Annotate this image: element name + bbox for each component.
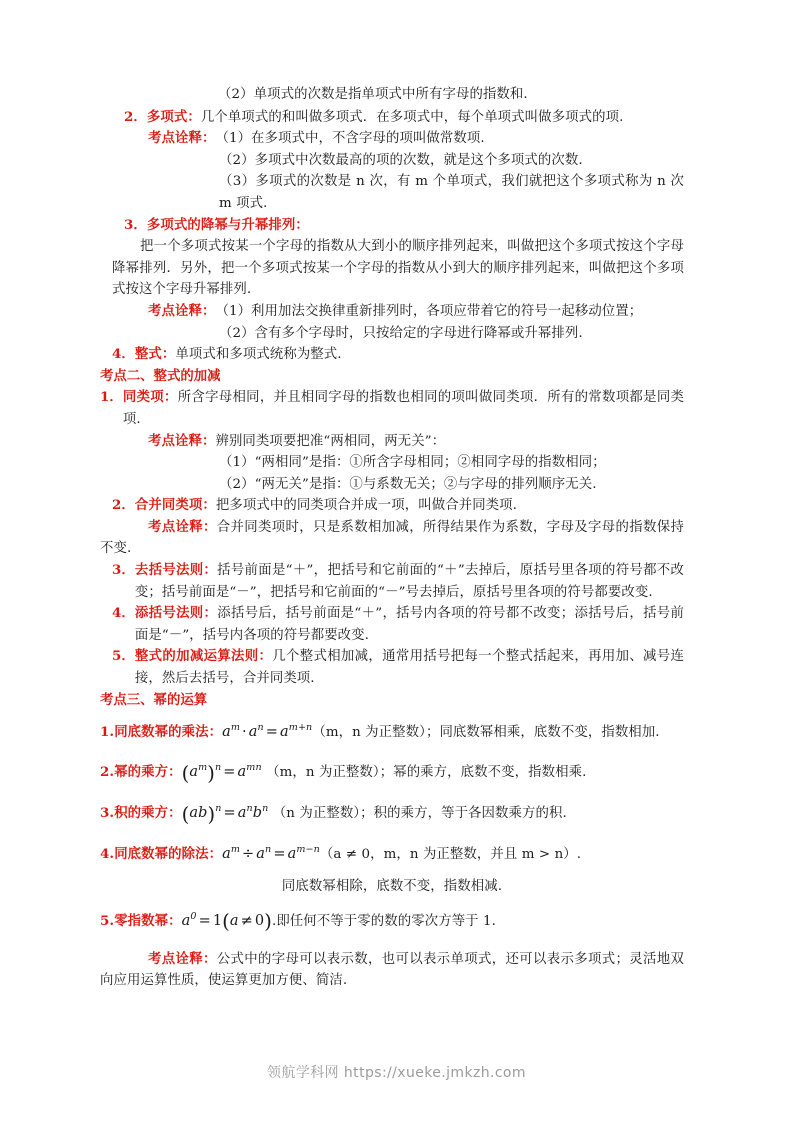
note-label: 考点诠释： bbox=[148, 432, 216, 449]
watermark-site-name: 领航学科网 bbox=[267, 1065, 340, 1081]
item-number: 2． bbox=[124, 108, 147, 125]
centered-text: 同底数幂相除，底数不变，指数相减. bbox=[281, 879, 503, 895]
section-heading-three bbox=[100, 690, 684, 712]
item-text: 几个整式相加减，通常用括号把每一个整式括起来，再用加、减号连接，然后去括号，合并同类项. bbox=[134, 649, 685, 687]
rule-text: 积的乘方，等于各因数乘方的积. bbox=[373, 806, 567, 822]
note-like-terms-item-2 bbox=[219, 474, 684, 496]
formula-power-of-product: $(ab)^n = a^nb^n$ bbox=[181, 802, 269, 826]
spacer bbox=[112, 746, 684, 749]
item-term: 同类项： bbox=[122, 389, 178, 406]
item-number: 2． bbox=[112, 497, 135, 514]
item-number: 5. bbox=[100, 912, 115, 929]
item-number: 1. bbox=[100, 724, 115, 741]
item-number: 2. bbox=[100, 764, 115, 781]
item-combine-like-terms bbox=[100, 495, 684, 517]
item-addition-subtraction-rule bbox=[100, 646, 684, 689]
item-number: 4． bbox=[112, 346, 135, 363]
item-text: 添括号后，括号前面是“＋”，括号内各项的符号都不改变；添括号后，括号前面是“－”，括号内各项的符号都要改变. bbox=[134, 606, 684, 643]
item-term: 合并同类项： bbox=[134, 497, 216, 514]
item-number: 4． bbox=[112, 605, 135, 622]
item-number: 4. bbox=[100, 846, 115, 863]
formula-same-base-multiplication: $a^m \cdot a^n = a^{m+n}$ bbox=[222, 722, 313, 741]
formula-condition: . bbox=[271, 913, 277, 929]
note-combine-like-terms bbox=[100, 517, 684, 560]
note-label: 考点诠释： bbox=[148, 302, 216, 319]
note-label: 考点诠释： bbox=[148, 130, 216, 147]
item-remove-brackets bbox=[100, 560, 684, 603]
note-formula-usage bbox=[100, 949, 684, 992]
note-item-2: （2）含有多个字母时，只按给定的字母进行降幂或升幂排列. bbox=[219, 325, 583, 341]
section-heading-text: 考点三、幂的运算 bbox=[100, 691, 208, 708]
rule-zero-exponent bbox=[100, 908, 684, 935]
item-term: 幂的乘方： bbox=[114, 764, 182, 781]
note-text: 公式中的字母可以表示数，也可以表示单项式，还可以表示多项式；灵活地双向应用运算性质，使运算更加方便、简洁. bbox=[100, 951, 684, 989]
item-number: 1． bbox=[100, 389, 123, 406]
item-term: 积的乘方： bbox=[114, 805, 182, 822]
item-text: 把多项式中的同类项合并成一项，叫做合并同类项. bbox=[215, 498, 518, 514]
rule-text: 即任何不等于零的数的零次方等于 1. bbox=[276, 913, 497, 929]
item-add-brackets bbox=[100, 603, 684, 646]
formula-condition: （m，n 为正整数）； bbox=[266, 765, 394, 781]
formula-condition: （a ≠ 0，m，n 为正整数，并且 m > n）. bbox=[319, 847, 582, 863]
note-item-3: （3）多项式的次数是 n 次，有 m 个单项式，我们就把这个多项式称为 n 次 m 项式. bbox=[219, 174, 684, 211]
note-item-1: （1）在多项式中，不含字母的项叫做常数项. bbox=[215, 131, 485, 147]
rule-power-of-power bbox=[100, 759, 684, 786]
note-polynomial-item-3 bbox=[219, 171, 684, 214]
note-polynomial bbox=[148, 128, 684, 150]
note-item-2: （2）多项式中次数最高的项的次数，就是这个多项式的次数. bbox=[219, 152, 583, 168]
formula-same-base-division: $a^m \div a^n = a^{m-n}$ bbox=[222, 844, 320, 863]
item-term: 同底数幂的乘法： bbox=[114, 724, 223, 741]
rule-text: 幂的乘方，底数不变，指数相乘. bbox=[393, 765, 587, 781]
paragraph-power-ordering bbox=[112, 236, 684, 301]
item-term: 添括号法则： bbox=[134, 605, 218, 622]
note-power-ordering bbox=[148, 301, 684, 323]
item-text: 几个单项式的和叫做多项式．在多项式中，每个单项式叫做多项式的项. bbox=[200, 109, 624, 125]
note-label: 考点诠释： bbox=[148, 518, 217, 535]
watermark-url: https://xueke.jmkzh.com bbox=[343, 1065, 526, 1081]
spacer bbox=[112, 711, 684, 719]
item-number: 5． bbox=[112, 648, 135, 665]
item-term: 整式： bbox=[134, 346, 176, 363]
item-polynomial bbox=[112, 107, 684, 129]
rule-same-base-division bbox=[100, 841, 684, 868]
paragraph-text: （2）单项式的次数是指单项式中所有字母的指数和. bbox=[218, 87, 528, 102]
note-label: 考点诠释： bbox=[148, 950, 217, 967]
item-term: 去括号法则： bbox=[134, 562, 218, 579]
item-term: 多项式： bbox=[146, 108, 201, 125]
note-lead: 辨别同类项要把准“两相同，两无关”： bbox=[215, 433, 446, 449]
item-number: 3． bbox=[112, 562, 135, 579]
item-number: 3． bbox=[124, 216, 147, 233]
item-term: 整式的加减运算法则： bbox=[134, 648, 273, 665]
note-item-1: （1）利用加法交换律重新排列时，各项应带着它的符号一起移动位置； bbox=[215, 303, 643, 319]
note-like-terms-item-1 bbox=[219, 452, 684, 474]
item-term: 零指数幂： bbox=[114, 912, 182, 929]
note-polynomial-item-2 bbox=[219, 150, 684, 172]
item-number: 3. bbox=[100, 805, 115, 822]
formula-condition: （n 为正整数）； bbox=[272, 806, 374, 822]
item-text: 所含字母相同，并且相同字母的指数也相同的项叫做同类项．所有的常数项都是同类项. bbox=[122, 390, 684, 427]
item-text: 单项式和多项式统称为整式. bbox=[175, 347, 342, 363]
formula-zero-exponent: $a^0 = 1(a \ne 0)$ bbox=[181, 910, 272, 934]
item-like-terms bbox=[100, 387, 684, 430]
note-power-ordering-item-2 bbox=[219, 323, 684, 345]
item-term: 多项式的降幂与升幂排列： bbox=[146, 216, 309, 233]
item-text: 括号前面是“＋”，把括号和它前面的“＋”去掉后，原括号里各项的符号都不改变；括号前面是“－”，把括号和它前面的“－”号去掉后，原括号里各项的符号都要改变. bbox=[134, 563, 684, 600]
formula-power-of-power: $(a^m)^n = a^{mn}$ bbox=[181, 761, 262, 785]
note-text: 合并同类项时，只是系数相加减，所得结果作为系数，字母及字母的指数保持不变. bbox=[100, 519, 684, 557]
section-heading-text: 考点二、整式的加减 bbox=[100, 367, 221, 384]
centered-division-statement bbox=[100, 876, 684, 898]
paragraph-monomial-degree bbox=[112, 84, 684, 106]
heading-power-ordering bbox=[112, 215, 684, 237]
item-term: 同底数幂的除法： bbox=[114, 846, 223, 863]
note-item-1: （1）“两相同”是指：①所含字母相同；②相同字母的指数相同； bbox=[219, 455, 606, 471]
document-content bbox=[100, 84, 685, 992]
section-heading-two bbox=[100, 366, 684, 388]
rule-power-of-product bbox=[100, 800, 684, 827]
rule-same-base-multiplication bbox=[100, 719, 684, 746]
formula-condition: （m，n 为正整数）； bbox=[312, 725, 440, 741]
item-integral-expression bbox=[112, 344, 684, 366]
rule-text: 同底数幂相乘，底数不变，指数相加. bbox=[439, 725, 660, 741]
note-item-2: （2）“两无关”是指：①与系数无关；②与字母的排列顺序无关. bbox=[219, 476, 597, 492]
note-like-terms bbox=[148, 431, 684, 453]
footer-watermark bbox=[0, 1062, 793, 1082]
paragraph-text: 把一个多项式按某一个字母的指数从大到小的顺序排列起来，叫做把这个多项式按这个字母降幂排列．另外，把一个多项式按某一个字母的指数从小到大的顺序排列起来，叫做把这个多项式按这个字母升幂排列. bbox=[112, 239, 684, 298]
